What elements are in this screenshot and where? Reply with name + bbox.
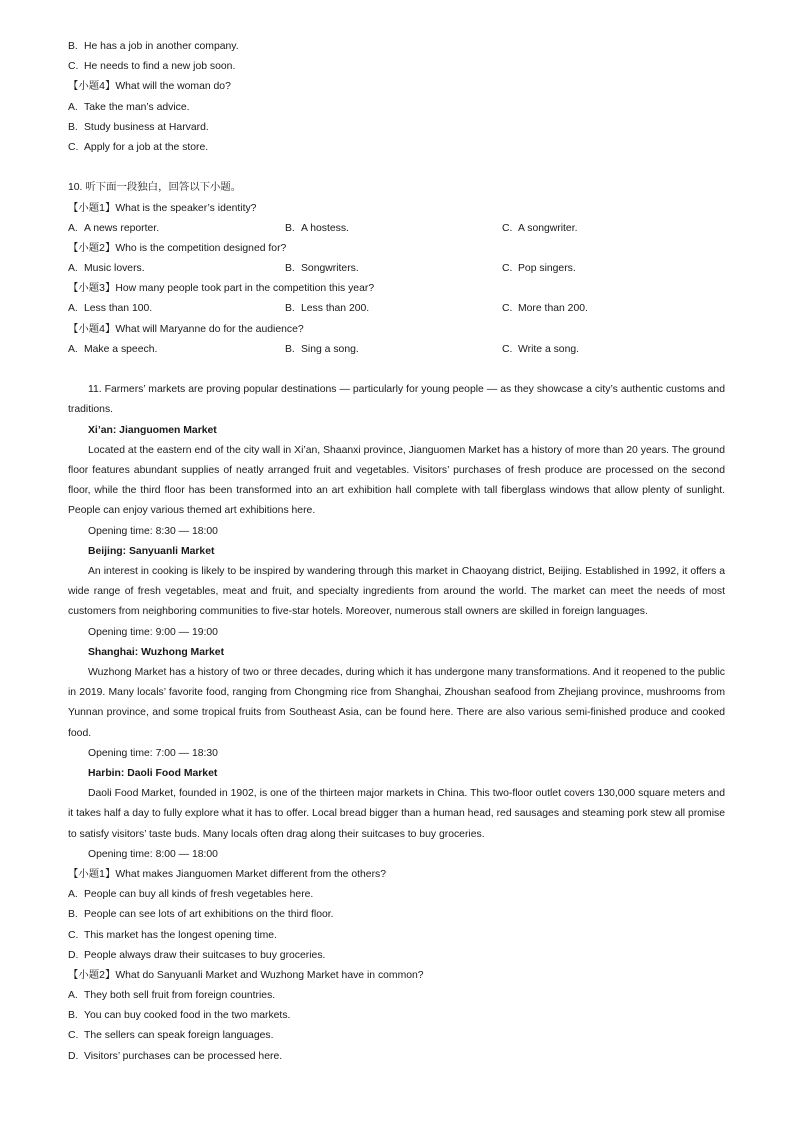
- market-description: Wuzhong Market has a history of two or three decades, during which it has undergone many transformations. And it reopened to the public in 2019. Many locals’ favorite food, ranging from Chongming rice from Shanghai, Zhoushan seafood from Zhejiang province, mushrooms from Yunnan province, and some tropical fruits from Southeast Asia, can be found here. There are also various semi-finished produce and cooked food.: [68, 666, 725, 739]
- option-a: [68, 885, 725, 905]
- option-b: [68, 905, 725, 925]
- option-label: B.: [68, 909, 78, 921]
- option-c: [502, 219, 719, 239]
- option-c: [68, 926, 725, 946]
- option-text: A songwriter.: [518, 222, 578, 234]
- option-text: People can see lots of art exhibitions on the third floor.: [84, 909, 334, 921]
- passage-intro: 11. Farmers’ markets are proving popular destinations — particularly for young people — as they showcase a city’s authentic customs and traditions.: [68, 384, 725, 416]
- option-label: B.: [285, 263, 295, 275]
- option-text: Study business at Harvard.: [84, 121, 209, 133]
- option-text: Pop singers.: [518, 263, 576, 275]
- option-text: You can buy cooked food in the two markets.: [84, 1010, 291, 1022]
- option-text: Less than 100.: [84, 303, 153, 315]
- options-row: [68, 219, 725, 239]
- exam-page: [68, 37, 725, 1067]
- option-text: The sellers can speak foreign languages.: [84, 1030, 274, 1042]
- question-text: 【小题2】What do Sanyuanli Market and Wuzhong Market have in common?: [68, 969, 424, 981]
- option-label: A.: [68, 889, 78, 901]
- market-title: Harbin: Daoli Food Market: [88, 767, 218, 779]
- option-b: [68, 1006, 725, 1026]
- question-text: 【小题1】What makes Jianguomen Market different from the others?: [68, 868, 387, 880]
- option-b: [285, 340, 502, 360]
- market-title: Beijing: Sanyuanli Market: [88, 545, 215, 557]
- opening-time: Opening time: 8:00 — 18:00: [88, 848, 218, 860]
- section-heading: 10. 听下面一段独白，回答以下小题。: [68, 182, 242, 194]
- option-label: C.: [68, 929, 79, 941]
- option-text: They both sell fruit from foreign countries.: [84, 990, 276, 1002]
- option-text: Make a speech.: [84, 343, 158, 355]
- options-row: [68, 340, 725, 360]
- option-label: B.: [285, 303, 295, 315]
- option-text: Sing a song.: [301, 343, 359, 355]
- option-label: A.: [68, 990, 78, 1002]
- option-label: A.: [68, 263, 78, 275]
- option-label: C.: [68, 1030, 79, 1042]
- option-b: [285, 259, 502, 279]
- option-b: [285, 299, 502, 319]
- question-text: 【小题4】What will Maryanne do for the audience?: [68, 323, 304, 335]
- option-text: Music lovers.: [84, 263, 145, 275]
- options-row: [68, 299, 725, 319]
- option-c: [68, 1026, 725, 1046]
- option-a: [68, 259, 285, 279]
- option-label: C.: [502, 303, 513, 315]
- option-text: Less than 200.: [301, 303, 370, 315]
- option-a: [68, 340, 285, 360]
- market-description: Daoli Food Market, founded in 1902, is one of the thirteen major markets in China. This two-floor outlet covers 130,000 square meters and it takes half a day to fully explore what it has to offer. Local bread bigger than a human head, red sausages and steaming pork stew all promise to satisfy visitors’ taste buds. Many locals often drag along their suitcases to buy groceries.: [68, 788, 725, 840]
- option-d: [68, 946, 725, 966]
- option-label: B.: [68, 41, 78, 52]
- option-label: B.: [68, 1010, 78, 1022]
- option-text: A hostess.: [301, 222, 349, 234]
- option-text: This market has the longest opening time.: [84, 929, 277, 941]
- option-c: [502, 299, 719, 319]
- question-text: 【小题2】Who is the competition designed for?: [68, 242, 287, 254]
- option-label: C.: [68, 61, 79, 73]
- option-text: Songwriters.: [301, 263, 359, 275]
- option-c: [502, 340, 719, 360]
- option-b: [285, 219, 502, 239]
- option-a: [68, 299, 285, 319]
- option-a: [68, 986, 725, 1006]
- option-text: Apply for a job at the store.: [84, 141, 209, 153]
- market-description: An interest in cooking is likely to be inspired by wandering through this market in Chaoyang district, Beijing. Established in 1992, it offers a wide range of fresh vegetables, meat and fruit, and specialty ingredients from around the world. The market can meet the needs of most customers from neighboring communities to five-star hotels. Moreover, numerous stall owners are skilled in foreign languages.: [68, 565, 725, 618]
- option-text: A news reporter.: [84, 222, 160, 234]
- option-label: B.: [68, 121, 78, 133]
- option-c: [68, 57, 725, 77]
- option-text: Take the man’s advice.: [84, 101, 190, 113]
- option-b: [68, 37, 725, 57]
- option-a: [68, 98, 725, 118]
- options-row: [68, 259, 725, 279]
- option-text: Write a song.: [518, 343, 580, 355]
- spacer: [68, 360, 725, 380]
- option-c: [68, 138, 725, 158]
- option-label: A.: [68, 343, 78, 355]
- market-title: Xi’an: Jianguomen Market: [88, 424, 217, 436]
- option-label: A.: [68, 222, 78, 234]
- option-label: A.: [68, 303, 78, 315]
- option-text: People can buy all kinds of fresh vegetables here.: [84, 889, 314, 901]
- question-text: 【小题4】What will the woman do?: [68, 81, 231, 93]
- option-label: C.: [502, 343, 513, 355]
- market-title: Shanghai: Wuzhong Market: [88, 646, 225, 658]
- opening-time: Opening time: 7:00 — 18:30: [88, 747, 218, 759]
- option-label: A.: [68, 101, 78, 113]
- opening-time: Opening time: 8:30 — 18:00: [88, 525, 218, 537]
- option-c: [502, 259, 719, 279]
- option-a: [68, 219, 285, 239]
- question-text: 【小题3】How many people took part in the competition this year?: [68, 283, 375, 295]
- option-text: Visitors’ purchases can be processed here.: [84, 1050, 283, 1062]
- option-b: [68, 118, 725, 138]
- option-label: B.: [285, 343, 295, 355]
- option-label: C.: [502, 222, 513, 234]
- spacer: [68, 158, 725, 178]
- option-label: D.: [68, 1050, 79, 1062]
- option-d: [68, 1047, 725, 1067]
- market-description: Located at the eastern end of the city wall in Xi’an, Shaanxi province, Jianguomen Market has a history of more than 20 years. The ground floor features abundant supplies of neatly arranged fruit and vegetables. Visitors’ purchases of fresh produce are processed on the second floor, while the third floor has been transformed into an art exhibition hall complete with tall fiberglass windows that allow plenty of sunlight. People can enjoy various themed art exhibitions here.: [68, 444, 725, 517]
- question-text: 【小题1】What is the speaker’s identity?: [68, 202, 257, 214]
- option-text: People always draw their suitcases to buy groceries.: [84, 949, 326, 961]
- option-text: He needs to find a new job soon.: [84, 61, 236, 73]
- option-text: More than 200.: [518, 303, 588, 315]
- option-label: C.: [68, 141, 79, 153]
- option-text: He has a job in another company.: [84, 41, 239, 52]
- option-label: D.: [68, 949, 79, 961]
- option-label: B.: [285, 222, 295, 234]
- opening-time: Opening time: 9:00 — 19:00: [88, 626, 218, 638]
- option-label: C.: [502, 263, 513, 275]
